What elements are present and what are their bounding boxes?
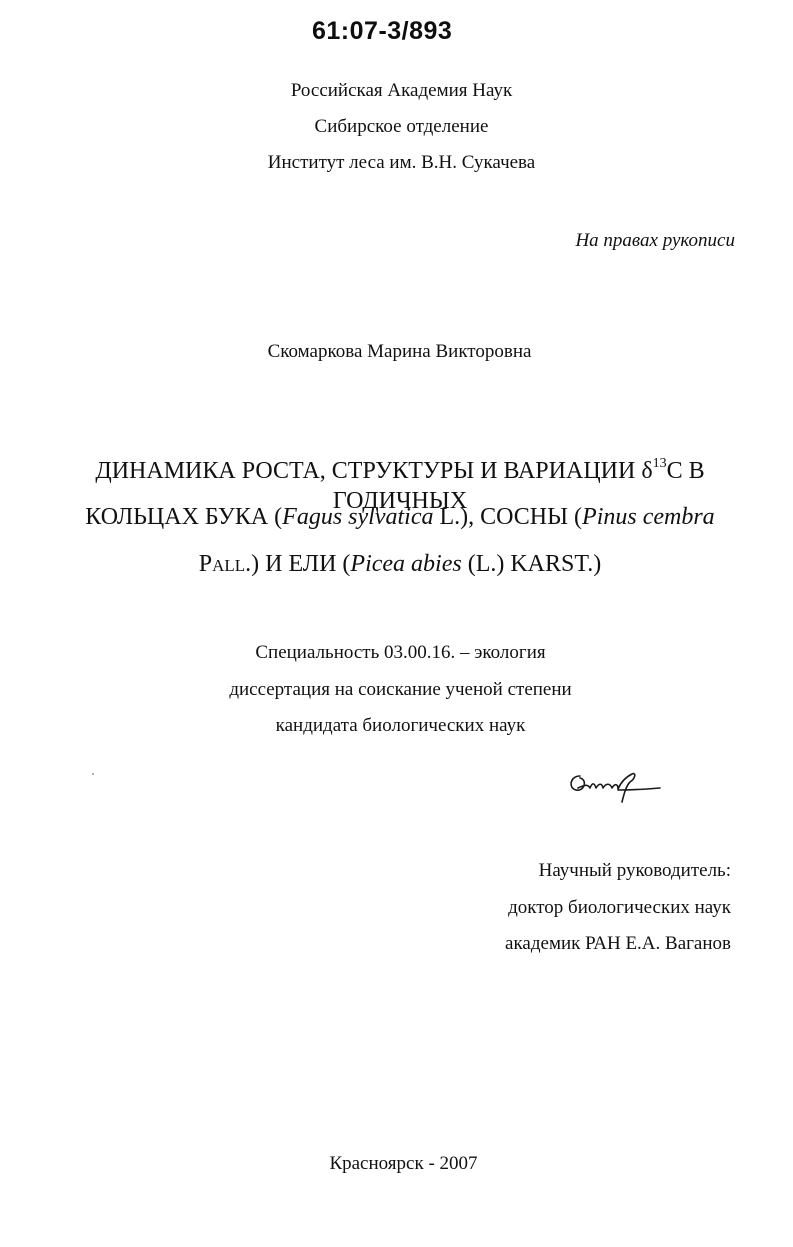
author-name: Скомаркова Марина Викторовна: [267, 341, 532, 362]
title-part: (L.) KARST.): [461, 551, 602, 577]
specialty-line-2: диссертация на соискание ученой степени: [229, 679, 572, 700]
species-name: Pinus cembra: [582, 504, 715, 530]
city-year: Красноярск - 2007: [329, 1153, 478, 1174]
title-part: ДИНАМИКА РОСТА, СТРУКТУРЫ И ВАРИАЦИИ: [95, 458, 642, 484]
title-part: Pall.) И ЕЛИ (: [198, 551, 351, 577]
organization-line-3: Институт леса им. В.Н. Сукачева: [267, 152, 536, 173]
title-part: КОЛЬЦАХ БУКА (: [85, 504, 283, 530]
organization-line-2: Сибирское отделение: [314, 116, 489, 137]
archive-code: 61:07-3/893: [312, 17, 453, 45]
author-signature: [566, 768, 666, 808]
specialty-line-1: Специальность 03.00.16. – экология: [255, 642, 546, 663]
species-name: Fagus sylvatica: [282, 504, 434, 530]
title-line-2: [70, 502, 730, 532]
supervisor-line-3: академик РАН Е.А. Ваганов: [505, 933, 731, 954]
scan-speck: [92, 773, 94, 775]
supervisor-line-1: Научный руководитель:: [538, 860, 731, 881]
isotope-superscript: 13: [652, 456, 667, 471]
delta-symbol: δ: [641, 458, 653, 484]
title-part: C В ГОДИЧНЫХ: [332, 458, 705, 514]
specialty-line-3: кандидата биологических наук: [275, 715, 526, 736]
supervisor-line-2: доктор биологических наук: [508, 897, 731, 918]
rights-note: На правах рукописи: [575, 230, 735, 251]
title-line-3: [70, 549, 730, 579]
title-part: L.), СОСНЫ (: [433, 504, 583, 530]
species-name: Picea abies: [350, 551, 462, 577]
organization-line-1: Российская Академия Наук: [290, 80, 513, 101]
